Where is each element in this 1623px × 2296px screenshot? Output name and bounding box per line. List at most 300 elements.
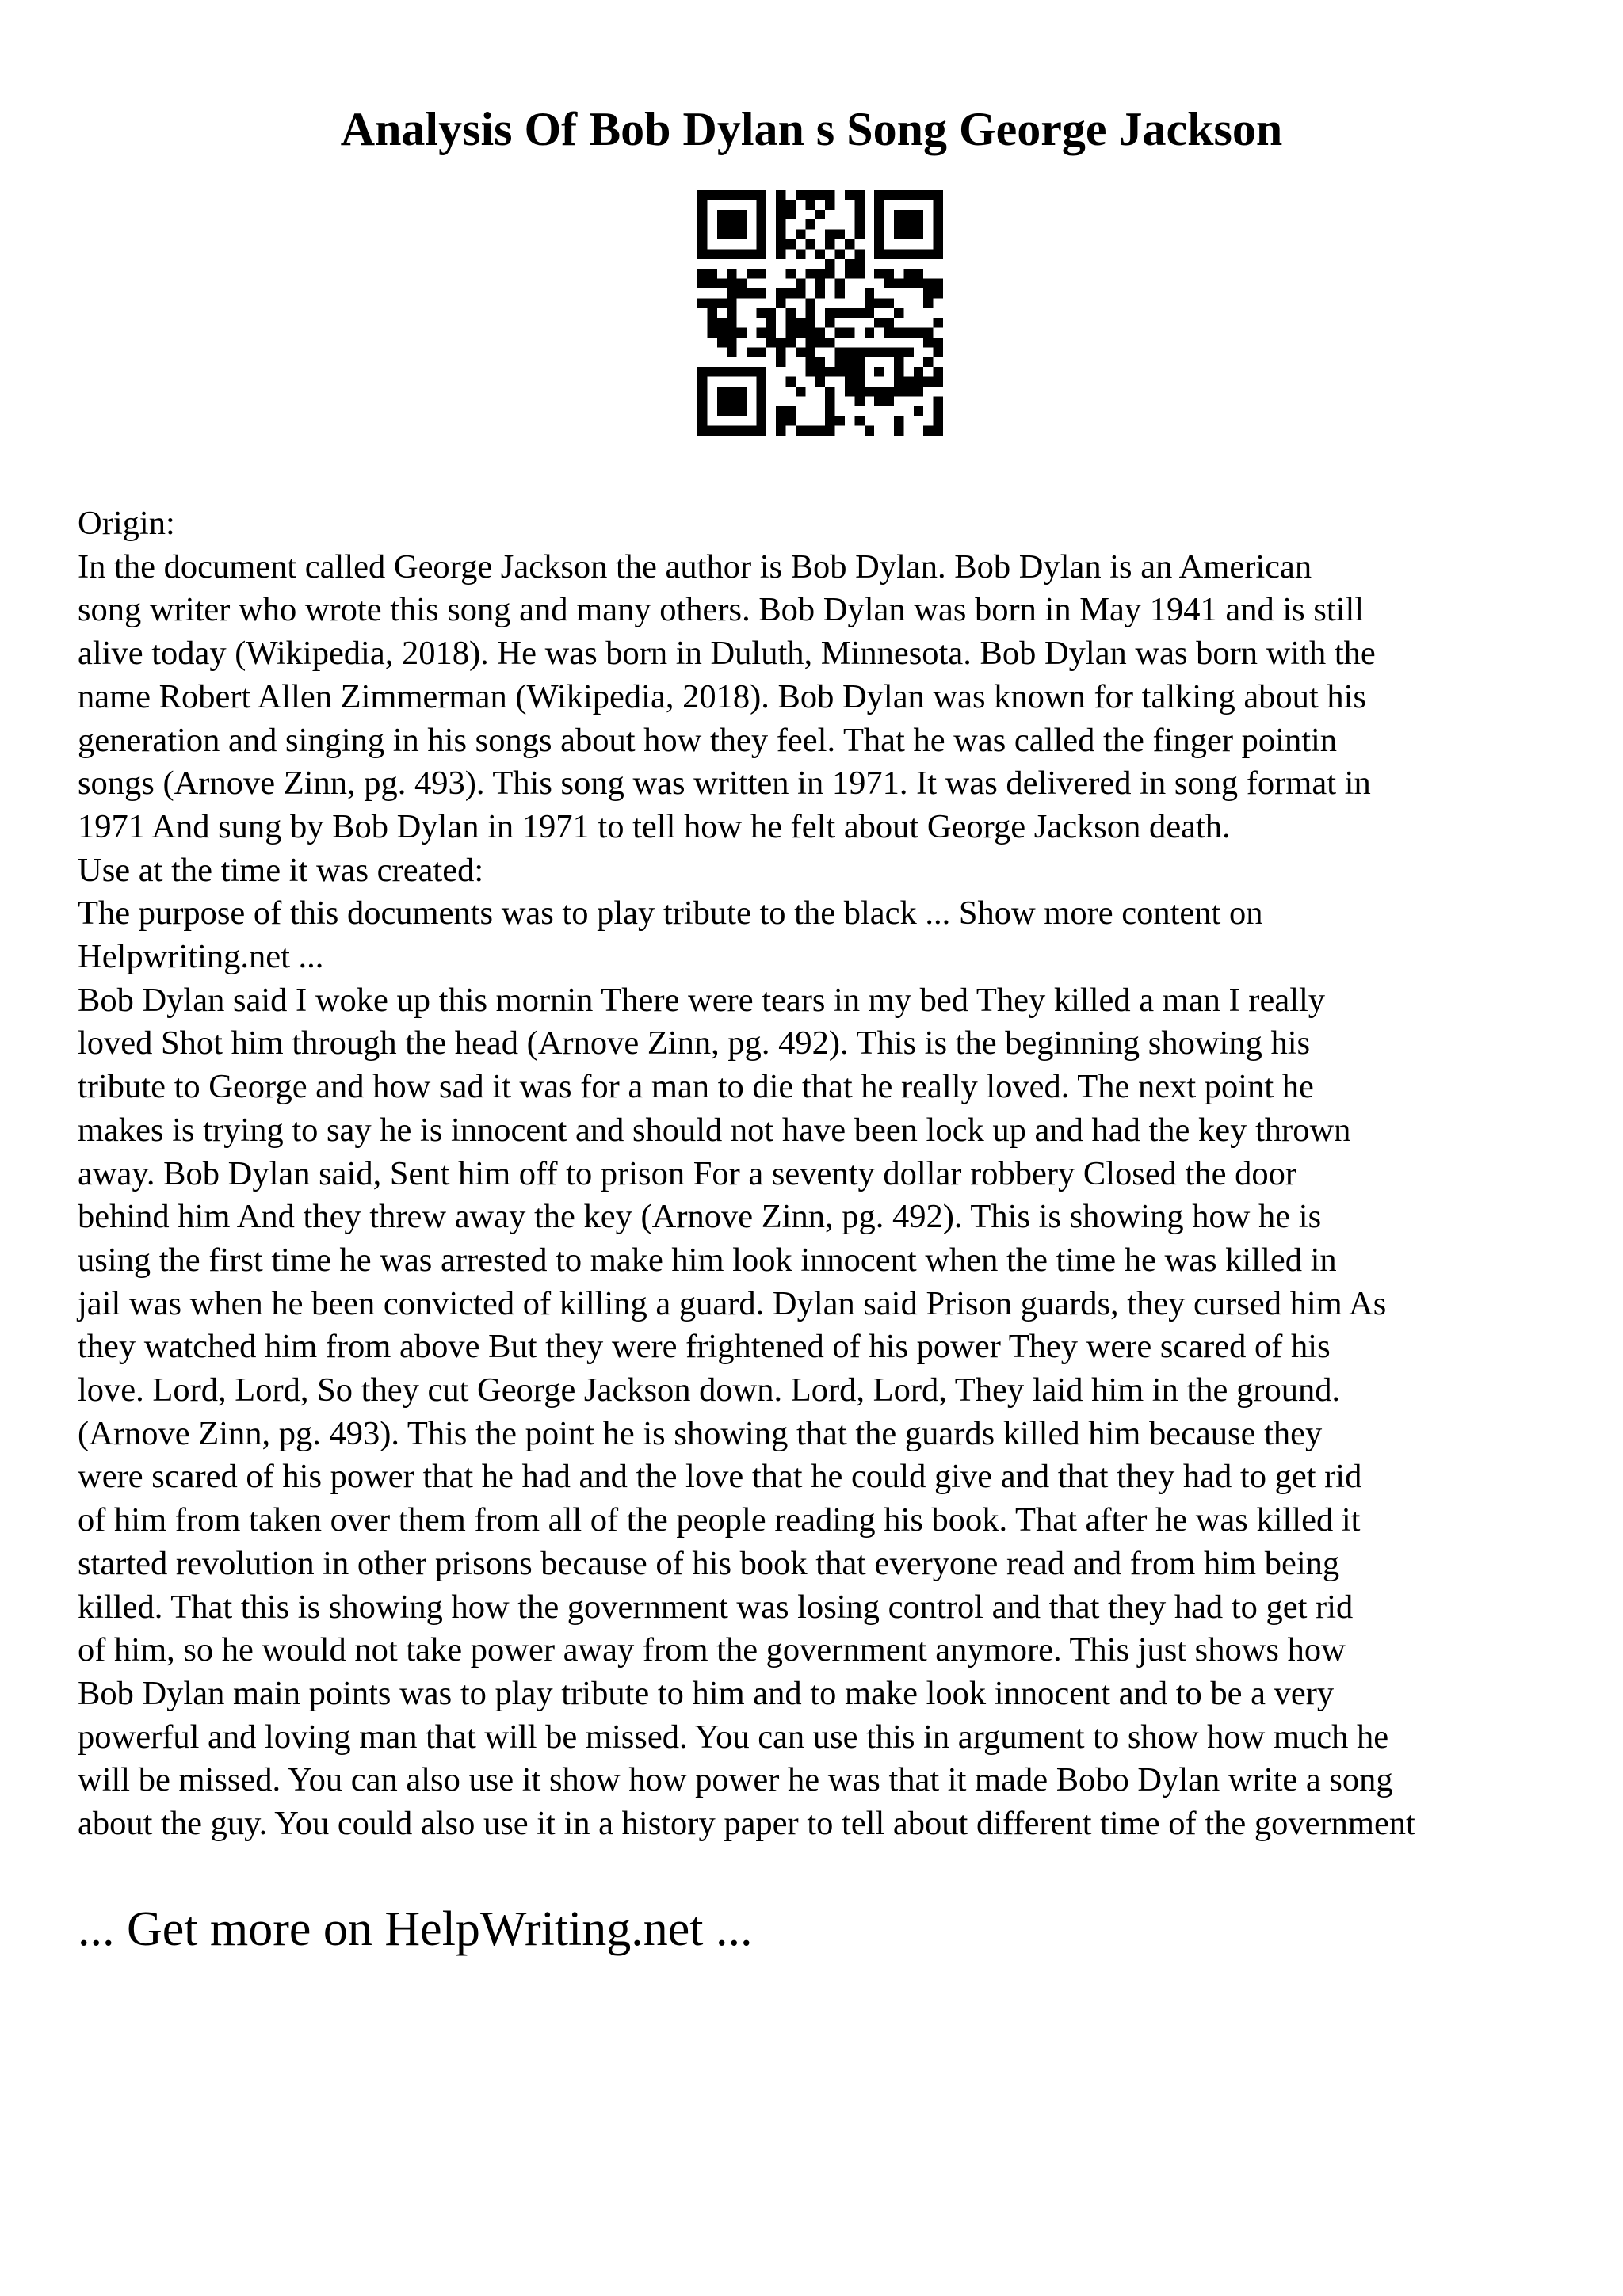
qr-module [854,387,864,396]
qr-module [717,387,727,396]
qr-module [697,190,707,200]
text-line: of him from taken over them from all of the people reading his book. That after he was killed it [78,1501,1361,1539]
qr-module [756,200,766,209]
qr-module [737,249,747,258]
qr-module [894,347,903,357]
text-line: Origin: [78,505,175,542]
qr-module [697,298,707,307]
qr-module [786,269,796,278]
qr-module [737,219,747,229]
qr-module [825,367,834,376]
qr-module [776,406,785,416]
qr-module [815,328,825,338]
qr-module [707,328,716,338]
qr-module [894,357,903,367]
qr-module [845,308,854,318]
qr-module [914,190,923,200]
qr-module [756,426,766,436]
qr-module [727,249,736,258]
qr-module [707,318,716,327]
text-line: songs (Arnove Zinn, pg. 493). This song was written in 1971. It was delivered in song format in [78,765,1371,803]
qr-module [865,298,874,307]
qr-module [727,269,736,278]
qr-module [796,288,805,298]
text-line: (Arnove Zinn, pg. 493). This the point he is showing that the guards killed him because they [78,1414,1323,1452]
qr-module [717,249,727,258]
qr-module [914,387,923,396]
qr-module [776,338,785,347]
qr-module [756,406,766,416]
qr-module [894,426,903,436]
qr-module [796,279,805,288]
qr-module [923,338,933,347]
qr-module [874,230,884,239]
qr-module [786,200,796,209]
qr-module [786,377,796,387]
qr-module [786,328,796,338]
qr-module [934,230,943,239]
qr-module [786,406,796,416]
qr-module [894,367,903,376]
qr-module [894,308,903,318]
qr-module [914,328,923,338]
qr-module [727,230,736,239]
qr-module [914,249,923,258]
qr-module [776,249,785,258]
text-line: In the document called George Jackson the author is Bob Dylan. Bob Dylan is an American [78,547,1312,585]
qr-module [835,230,845,239]
qr-module [845,377,854,387]
qr-module [727,367,736,376]
qr-module [865,288,874,298]
qr-module [865,387,874,396]
qr-module [805,426,815,436]
qr-module [717,396,727,406]
qr-module [717,426,727,436]
qr-module [727,288,736,298]
qr-module [865,308,874,318]
qr-module [845,259,854,269]
qr-module [737,230,747,239]
qr-module [737,210,747,219]
qr-module [903,219,913,229]
qr-module [697,426,707,436]
qr-module [854,377,864,387]
qr-module [884,298,894,307]
qr-module [894,210,903,219]
qr-module [874,269,884,278]
text-line: they watched him from above But they were frightened of his power They were scared of his [78,1328,1331,1366]
qr-module [923,249,933,258]
qr-module [854,249,864,258]
qr-module [796,249,805,258]
qr-module [815,269,825,278]
qr-module [697,387,707,396]
qr-module [884,396,894,406]
qr-module [707,249,716,258]
qr-module [697,396,707,406]
qr-module [854,210,864,219]
qr-module [805,318,815,327]
qr-module [934,377,943,387]
text-line: song writer who wrote this song and many others. Bob Dylan was born in May 1941 and is still [78,591,1365,629]
qr-module [737,396,747,406]
qr-module [835,328,845,338]
qr-module [934,288,943,298]
qr-module [835,249,845,258]
text-line: about the guy. You could also use it in a history paper to tell about different time of the government [78,1805,1415,1843]
qr-module [894,416,903,425]
qr-module [697,210,707,219]
qr-module [825,338,834,347]
qr-module [727,210,736,219]
qr-module [934,279,943,288]
qr-code-graphic [697,190,943,436]
qr-module [697,230,707,239]
qr-module [845,239,854,249]
qr-module [835,367,845,376]
qr-module [815,338,825,347]
qr-module [697,219,707,229]
text-line: killed. That this is showing how the government was losing control and that they had to get rid [78,1588,1354,1626]
qr-module [727,318,736,327]
qr-module [776,426,785,436]
qr-module [737,367,747,376]
text-line: generation and singing in his songs about how they feel. That he was called the finger pointin [78,721,1338,759]
qr-module [825,269,834,278]
qr-module [854,357,864,367]
qr-module [825,190,834,200]
qr-module [874,210,884,219]
qr-module [786,338,796,347]
qr-module [854,347,864,357]
qr-module [874,219,884,229]
qr-module [825,200,834,209]
qr-module [815,279,825,288]
qr-module [717,219,727,229]
qr-module [835,416,845,425]
qr-module [707,279,716,288]
qr-module [825,426,834,436]
qr-module [805,347,815,357]
qr-module [934,416,943,425]
qr-code-icon[interactable] [697,190,943,436]
text-line: jail was when he been convicted of killing a guard. Dylan said Prison guards, they cursed him As [78,1284,1387,1322]
qr-module [805,308,815,318]
qr-module [923,328,933,338]
qr-module [934,338,943,347]
qr-module [854,190,864,200]
qr-module [805,357,815,367]
qr-module [697,279,707,288]
qr-module [923,288,933,298]
qr-module [776,357,785,367]
qr-module [845,328,854,338]
qr-module [835,347,845,357]
qr-module [845,347,854,357]
qr-module [727,190,736,200]
text-line: started revolution in other prisons because of his book that everyone read and from him being [78,1544,1340,1582]
qr-module [815,288,825,298]
qr-module [717,298,727,307]
qr-module [894,219,903,229]
qr-module [865,347,874,357]
qr-module [825,308,834,318]
qr-module [776,239,785,249]
qr-module [776,230,785,239]
qr-module [845,190,854,200]
qr-module [934,239,943,249]
qr-module [805,239,815,249]
qr-module [707,308,716,318]
get-more-link[interactable]: ... Get more on HelpWriting.net ... [78,1902,753,1956]
qr-module [884,279,894,288]
qr-module [825,230,834,239]
qr-module [756,377,766,387]
qr-module [874,298,884,307]
qr-module [815,426,825,436]
qr-module [697,200,707,209]
qr-module [884,387,894,396]
qr-module [737,288,747,298]
qr-module [923,377,933,387]
qr-module [776,347,785,357]
qr-module [747,426,756,436]
qr-module [717,338,727,347]
qr-module [815,249,825,258]
qr-module [805,328,815,338]
qr-module [796,328,805,338]
qr-module [815,210,825,219]
qr-module [737,328,747,338]
qr-module [707,269,716,278]
qr-module [766,328,776,338]
qr-module [874,200,884,209]
qr-module [776,288,785,298]
qr-module [903,249,913,258]
qr-module [894,328,903,338]
qr-module [747,249,756,258]
qr-module [796,230,805,239]
qr-module [805,338,815,347]
qr-module [756,416,766,425]
qr-module [727,406,736,416]
qr-module [914,377,923,387]
qr-module [756,249,766,258]
qr-module [766,318,776,327]
qr-module [747,269,756,278]
qr-module [727,426,736,436]
text-line: Bob Dylan said I woke up this mornin There were tears in my bed They killed a man I really [78,981,1326,1019]
text-line: love. Lord, Lord, So they cut George Jackson down. Lord, Lord, They laid him in the ground. [78,1371,1341,1409]
qr-module [756,328,766,338]
qr-module [894,249,903,258]
qr-module [835,288,845,298]
qr-module [884,249,894,258]
qr-module [717,210,727,219]
qr-module [903,377,913,387]
qr-module [825,396,834,406]
qr-module [854,269,864,278]
qr-module [845,387,854,396]
qr-module [697,416,707,425]
qr-module [717,230,727,239]
qr-module [697,249,707,258]
qr-module [894,190,903,200]
qr-module [845,357,854,367]
qr-module [934,347,943,357]
qr-module [914,367,923,376]
qr-module [737,279,747,288]
qr-module [874,396,884,406]
qr-module [903,190,913,200]
qr-module [766,308,776,318]
qr-module [934,249,943,258]
text-line: name Robert Allen Zimmerman (Wikipedia, 2018). Bob Dylan was known for talking about his [78,677,1366,715]
qr-module [903,230,913,239]
qr-module [914,279,923,288]
text-line: loved Shot him through the head (Arnove Zinn, pg. 492). This is the beginning showing his [78,1024,1311,1062]
qr-module [825,416,834,425]
qr-module [697,269,707,278]
qr-module [727,338,736,347]
qr-module [737,387,747,396]
qr-module [707,426,716,436]
qr-module [825,239,834,249]
text-line: will be missed. You can also use it show how power he was that it made Bobo Dylan write a song [78,1761,1393,1799]
qr-module [727,396,736,406]
qr-module [934,426,943,436]
qr-module [805,200,815,209]
qr-module [717,328,727,338]
qr-module [854,259,864,269]
qr-module [854,200,864,209]
qr-module [903,328,913,338]
qr-module [796,387,805,396]
qr-module [815,357,825,367]
qr-module [903,387,913,396]
qr-module [894,387,903,396]
qr-module [934,396,943,406]
qr-module [903,269,913,278]
qr-module [776,190,785,200]
qr-module [776,210,785,219]
qr-module [874,318,884,327]
qr-module [756,230,766,239]
qr-module [805,190,815,200]
qr-module [934,200,943,209]
text-line: alive today (Wikipedia, 2018). He was born in Duluth, Minnesota. Bob Dylan was born with the [78,635,1376,673]
qr-module [717,367,727,376]
text-line: powerful and loving man that will be missed. You can use this in argument to show how much he [78,1718,1389,1756]
qr-module [776,416,785,425]
body-text [78,502,1583,1846]
qr-module [805,219,815,229]
qr-module [747,288,756,298]
qr-module [854,416,864,425]
text-line: of him, so he would not take power away from the government anymore. This just shows how [78,1631,1346,1669]
qr-module [845,269,854,278]
qr-module [796,426,805,436]
qr-module [825,387,834,396]
qr-module [707,367,716,376]
qr-module [727,328,736,338]
qr-module [854,230,864,239]
qr-module [786,210,796,219]
qr-module [934,190,943,200]
qr-module [835,308,845,318]
qr-module [737,406,747,416]
qr-module [747,367,756,376]
qr-module [865,328,874,338]
text-line: The purpose of this documents was to play tribute to the black ... Show more content on [78,894,1263,933]
qr-module [884,269,894,278]
qr-module [717,190,727,200]
qr-module [727,387,736,396]
qr-module [756,210,766,219]
qr-module [717,406,727,416]
qr-module [884,190,894,200]
qr-module [756,347,766,357]
qr-module [756,219,766,229]
qr-module [756,367,766,376]
qr-module [756,396,766,406]
qr-module [786,308,796,318]
qr-module [874,249,884,258]
qr-module [835,279,845,288]
qr-module [865,426,874,436]
qr-module [805,367,815,376]
qr-module [874,239,884,249]
qr-module [776,298,785,307]
text-line: Use at the time it was created: [78,851,484,889]
qr-module [825,406,834,416]
qr-module [934,318,943,327]
qr-module [884,328,894,338]
document-title: Analysis Of Bob Dylan s Song George Jackson [340,103,1283,155]
qr-module [786,416,796,425]
qr-module [756,288,766,298]
qr-module [815,377,825,387]
qr-module [884,347,894,357]
qr-module [874,387,884,396]
qr-module [903,210,913,219]
qr-module [727,347,736,357]
qr-module [796,190,805,200]
qr-module [697,367,707,376]
qr-module [894,279,903,288]
qr-module [854,367,864,376]
qr-module [727,308,736,318]
qr-module [835,357,845,367]
qr-module [903,279,913,288]
qr-module [825,318,834,327]
qr-module [815,367,825,376]
qr-module [756,190,766,200]
qr-module [914,230,923,239]
text-line: makes is trying to say he is innocent and should not have been lock up and had the key thrown [78,1111,1351,1149]
qr-module [854,308,864,318]
qr-module [884,318,894,327]
qr-module [894,230,903,239]
qr-module [874,347,884,357]
qr-module [717,279,727,288]
qr-module [776,200,785,209]
qr-module [786,288,796,298]
qr-module [697,377,707,387]
qr-module [707,190,716,200]
qr-module [934,367,943,376]
